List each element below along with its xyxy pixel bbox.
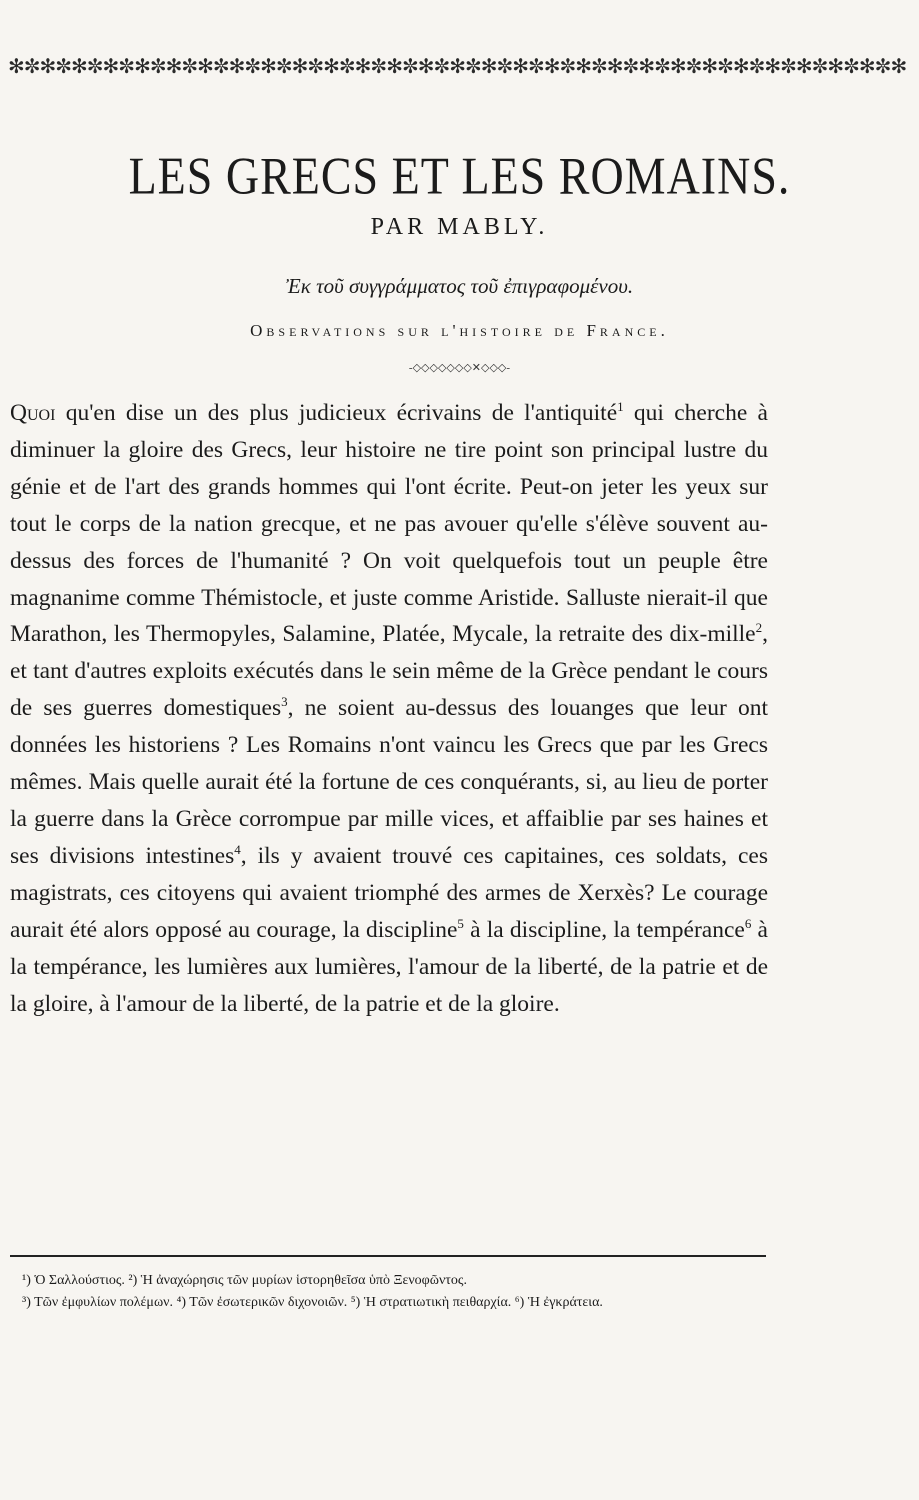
paragraph-text: , ils y avaient trouvé ces capitaines, ces soldats, ces magistrats, ces citoyens qui avaient triomphé des armes de Xerxès? Le courage aurait été alors opposé au courage, la discipline (10, 842, 768, 943)
paragraph-text: , ne soient au-dessus des louanges que leur ont données les historiens ? Les Romains n'ont vaincu les Grecs que par les Grecs mêmes. Mais quelle aurait été la fortune de ces conquérants, si, au lieu de porter la guerre dans la Grèce corrompue par mille vices, et affaiblie par ses haines et ses divisions intestines (10, 695, 768, 869)
footnote-ref-5[interactable]: 5 (457, 915, 464, 931)
footnotes-block (22, 1270, 766, 1314)
footnote-ref-2[interactable]: 2 (755, 620, 763, 636)
top-ornament-border: ✻✼✻✼✻✼✻✼✻✼✻✼✻✼✻✼✻✼✻✼✻✼✻✼✻✼✻✼✻✼✻✼✻✼✻✼✻✼✻✼✻✼✻✼✻✼✻✼✻✼✻✼✻✼✻✼✻ (8, 56, 907, 78)
paragraph-text: qu'en dise un des plus judicieux écrivains de l'antiquité (55, 400, 618, 426)
page-title: LES GRECS ET LES ROMAINS. (128, 146, 791, 205)
source-subtitle: Observations sur l'histoire de France. (250, 321, 669, 340)
footnote-line: ³) Τῶν ἐμφυλίων πολέμων. ⁴) Τῶν ἐσωτερικῶν διχονοιῶν. ⁵) Ἡ στρατιωτικὴ πειθαρχία. ⁶) Ἡ ἐγκράτεια. (22, 1295, 603, 1310)
drop-cap-word: Quoi (10, 400, 56, 426)
footnote-separator-rule (10, 1255, 766, 1257)
footnote-ref-3[interactable]: 3 (281, 694, 288, 710)
footnote-ref-1[interactable]: 1 (617, 399, 624, 415)
author-byline: PAR MABLY. (370, 214, 549, 240)
divider-ornament: -◇◇◇◇◇◇◇✕◇◇◇- (408, 362, 511, 374)
main-paragraph (10, 395, 768, 1022)
footnote-ref-6[interactable]: 6 (744, 915, 752, 931)
greek-source-line: Ἐκ τοῦ συγγράμματος τοῦ ἐπιγραφομένου. (285, 274, 634, 298)
footnote-line: ¹) Ὁ Σαλλούστιος. ²) Ἡ ἀναχώρησις τῶν μυρίων ἱστορηθεῖσα ὑπὸ Ξενοφῶντος. (22, 1273, 467, 1288)
footnote-ref-4[interactable]: 4 (234, 842, 241, 858)
paragraph-text: à la tempérance, les lumières aux lumières, l'amour de la liberté, de la patrie et de la gloire, à l'amour de la liberté, de la patrie et de la gloire. (10, 916, 768, 1017)
paragraph-text: qui cherche à diminuer la gloire des Grecs, leur histoire ne tire point son principal lustre du génie et de l'art des grands hommes qui l'ont écrite. Peut-on jeter les yeux sur tout le corps de la nation grecque, et ne pas avouer qu'elle s'élève souvent au-dessus des forces de l'humanité ? On voit quelquefois tout un peuple être magnanime comme Thémistocle, et juste comme Aristide. Salluste nierait-il que Marathon, les Thermopyles, Salamine, Platée, Mycale, la retraite des dix-mille (10, 400, 768, 648)
paragraph-text: à la discipline, la tempérance (463, 916, 745, 943)
paragraph-text: , et tant d'autres exploits exécutés dans le sein même de la Grèce pendant le cours de ses guerres domestiques (10, 621, 768, 722)
